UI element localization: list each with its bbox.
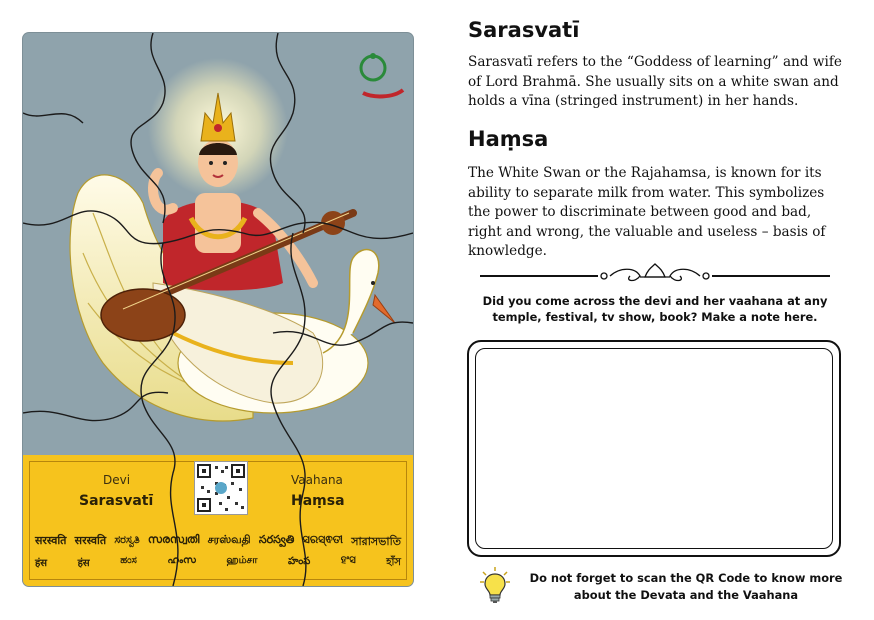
devi-name-script: সারাসভাতি (351, 535, 401, 548)
vaahana-name-script: हंस (77, 558, 90, 569)
section-title-hamsa: Haṃsa (468, 127, 549, 151)
qr-code[interactable] (194, 461, 248, 515)
section-title-sarasvati: Sarasvatī (468, 18, 580, 42)
devi-name-script: സരസ്വതി (147, 533, 200, 546)
qr-code-icon (195, 462, 247, 514)
devi-name-script: ಸರಸ್ವತಿ (114, 533, 140, 546)
devi-name-script: సరస్వతి (258, 533, 295, 546)
vaahana-name: Haṃsa (291, 493, 345, 509)
note-prompt: Did you come across the devi and her vaahana at any temple, festival, tv show, book? Make a note here. (482, 294, 828, 324)
devi-name-script: ସରସ୍ଵତୀ (302, 533, 343, 546)
devi-name-script: सरस्वति (74, 534, 107, 547)
vaahana-name-script: ಹಂಸ (120, 555, 137, 566)
ornamental-divider (480, 263, 830, 287)
devi-names-row (35, 533, 401, 552)
devi-name-script: सरस्वति (35, 534, 67, 547)
devi-label: Devi (103, 473, 131, 487)
vaahana-name-script: হাঁস (386, 557, 401, 568)
note-box[interactable] (467, 340, 841, 557)
card-name-band (23, 455, 413, 586)
section-body-sarasvati: Sarasvatī refers to the “Goddess of learning” and wife of Lord Brahmā. She usually sits on a white swan and holds a vīna (stringed instrument) in her hands. (468, 54, 842, 110)
vaahana-label: Vaahana (291, 473, 343, 487)
vaahana-name-script: हंस (35, 558, 48, 569)
vaahana-name-script: ହଂସ (340, 555, 356, 566)
qr-reminder-text: Do not forget to scan the QR Code to know more about the Devata and the Vaahana (529, 571, 843, 602)
puzzle-card (23, 33, 413, 586)
peacock-logo (361, 53, 403, 96)
sarasvati-illustration (23, 33, 413, 455)
vaahana-name-script: హంస (287, 556, 311, 567)
vaahana-name-script: ഹംസ (167, 555, 196, 566)
devi-name: Sarasvatī (79, 493, 154, 509)
vaahana-names-row (35, 555, 401, 572)
devi-name-script: சரஸ்வதி (207, 533, 251, 546)
vaahana-name-script: ஹம்சா (226, 555, 258, 566)
lightbulb-icon (479, 566, 511, 606)
section-body-hamsa: The White Swan or the Rajahamsa, is known for its ability to separate milk from water. This symbolizes the power to discriminate between good and bad, right and wrong, the valuable and useless – basis of knowledge. (468, 165, 826, 260)
